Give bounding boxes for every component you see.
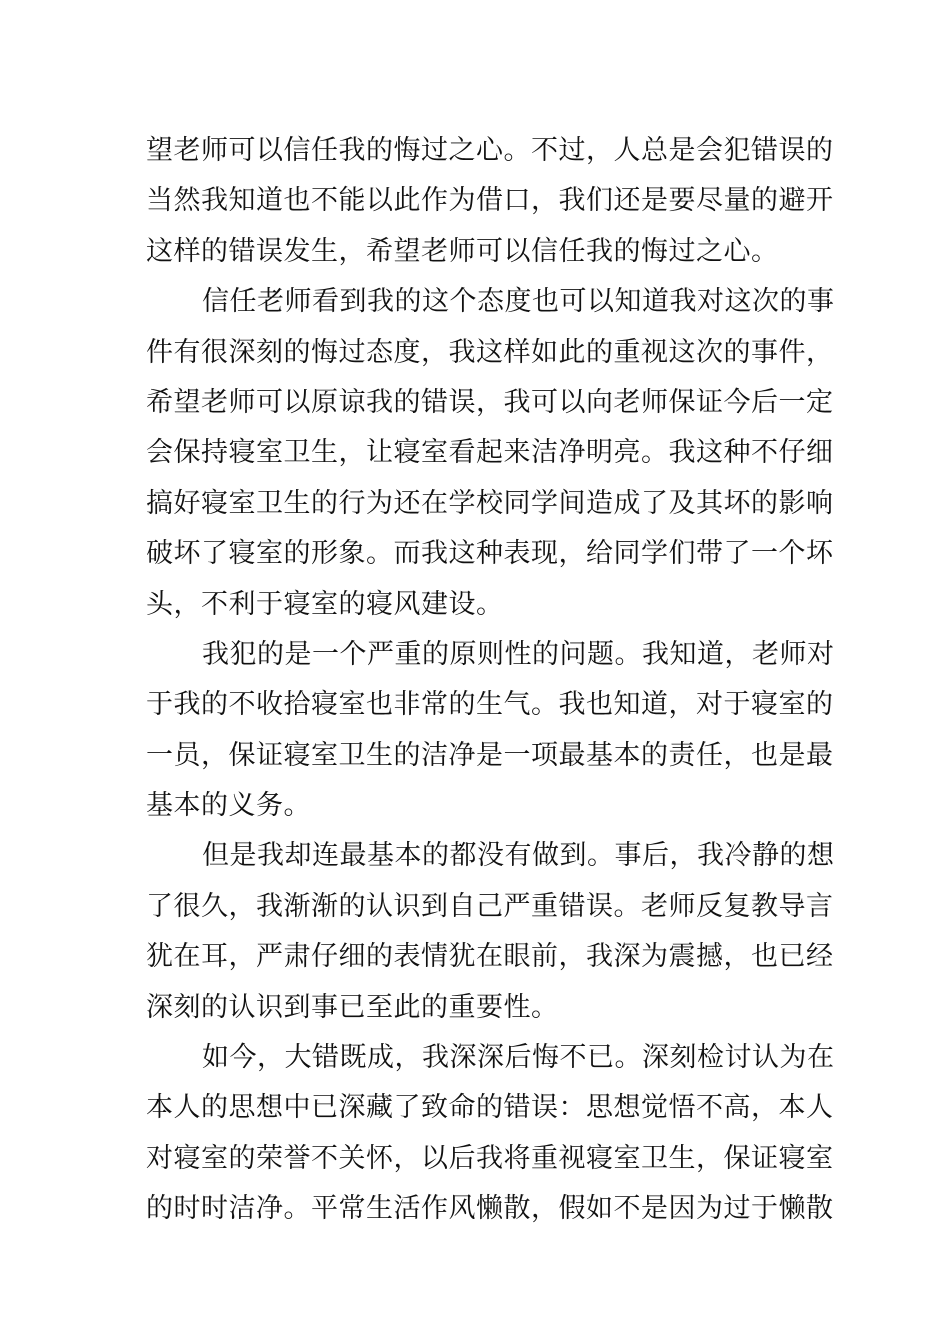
text-line: 希望老师可以原谅我的错误，我可以向老师保证今后一定 xyxy=(146,386,834,418)
paragraph-first-line: 但是我却连最基本的都没有做到。事后，我冷静的想 xyxy=(202,840,835,872)
text-line: 当然我知道也不能以此作为借口，我们还是要尽量的避开 xyxy=(146,185,834,217)
text-line: 破坏了寝室的形象。而我这种表现，给同学们带了一个坏 xyxy=(146,538,834,570)
text-line: 了很久，我渐渐的认识到自己严重错误。老师反复教导言 xyxy=(146,890,834,922)
text-line: 搞好寝室卫生的行为还在学校同学间造成了及其坏的影响 xyxy=(146,487,834,519)
text-line: 件有很深刻的悔过态度，我这样如此的重视这次的事件， xyxy=(146,336,834,368)
paragraph-first-line: 我犯的是一个严重的原则性的问题。我知道，老师对 xyxy=(202,638,835,670)
text-line: 一员，保证寝室卫生的洁净是一项最基本的责任，也是最 xyxy=(146,739,834,771)
document-body xyxy=(146,126,835,1235)
paragraph-first-line: 如今，大错既成，我深深后悔不已。深刻检讨认为在 xyxy=(202,1042,835,1074)
text-line: 于我的不收拾寝室也非常的生气。我也知道，对于寝室的 xyxy=(146,689,834,721)
text-line: 本人的思想中已深藏了致命的错误：思想觉悟不高，本人 xyxy=(146,1092,834,1124)
text-line: 的时时洁净。平常生活作风懒散，假如不是因为过于懒散 xyxy=(146,1193,834,1225)
text-line: 深刻的认识到事已至此的重要性。 xyxy=(146,991,559,1023)
text-line: 望老师可以信任我的悔过之心。不过，人总是会犯错误的 xyxy=(146,135,834,166)
text-line: 会保持寝室卫生，让寝室看起来洁净明亮。我这种不仔细 xyxy=(146,437,834,469)
paragraph-first-line: 信任老师看到我的这个态度也可以知道我对这次的事 xyxy=(202,286,835,318)
text-line: 这样的错误发生，希望老师可以信任我的悔过之心。 xyxy=(146,235,779,267)
text-line: 对寝室的荣誉不关怀，以后我将重视寝室卫生，保证寝室 xyxy=(146,1142,834,1174)
text-line: 犹在耳，严肃仔细的表情犹在眼前，我深为震撼，也已经 xyxy=(146,941,834,973)
text-line: 头，不利于寝室的寝风建设。 xyxy=(146,588,504,620)
text-line: 基本的义务。 xyxy=(146,790,311,822)
